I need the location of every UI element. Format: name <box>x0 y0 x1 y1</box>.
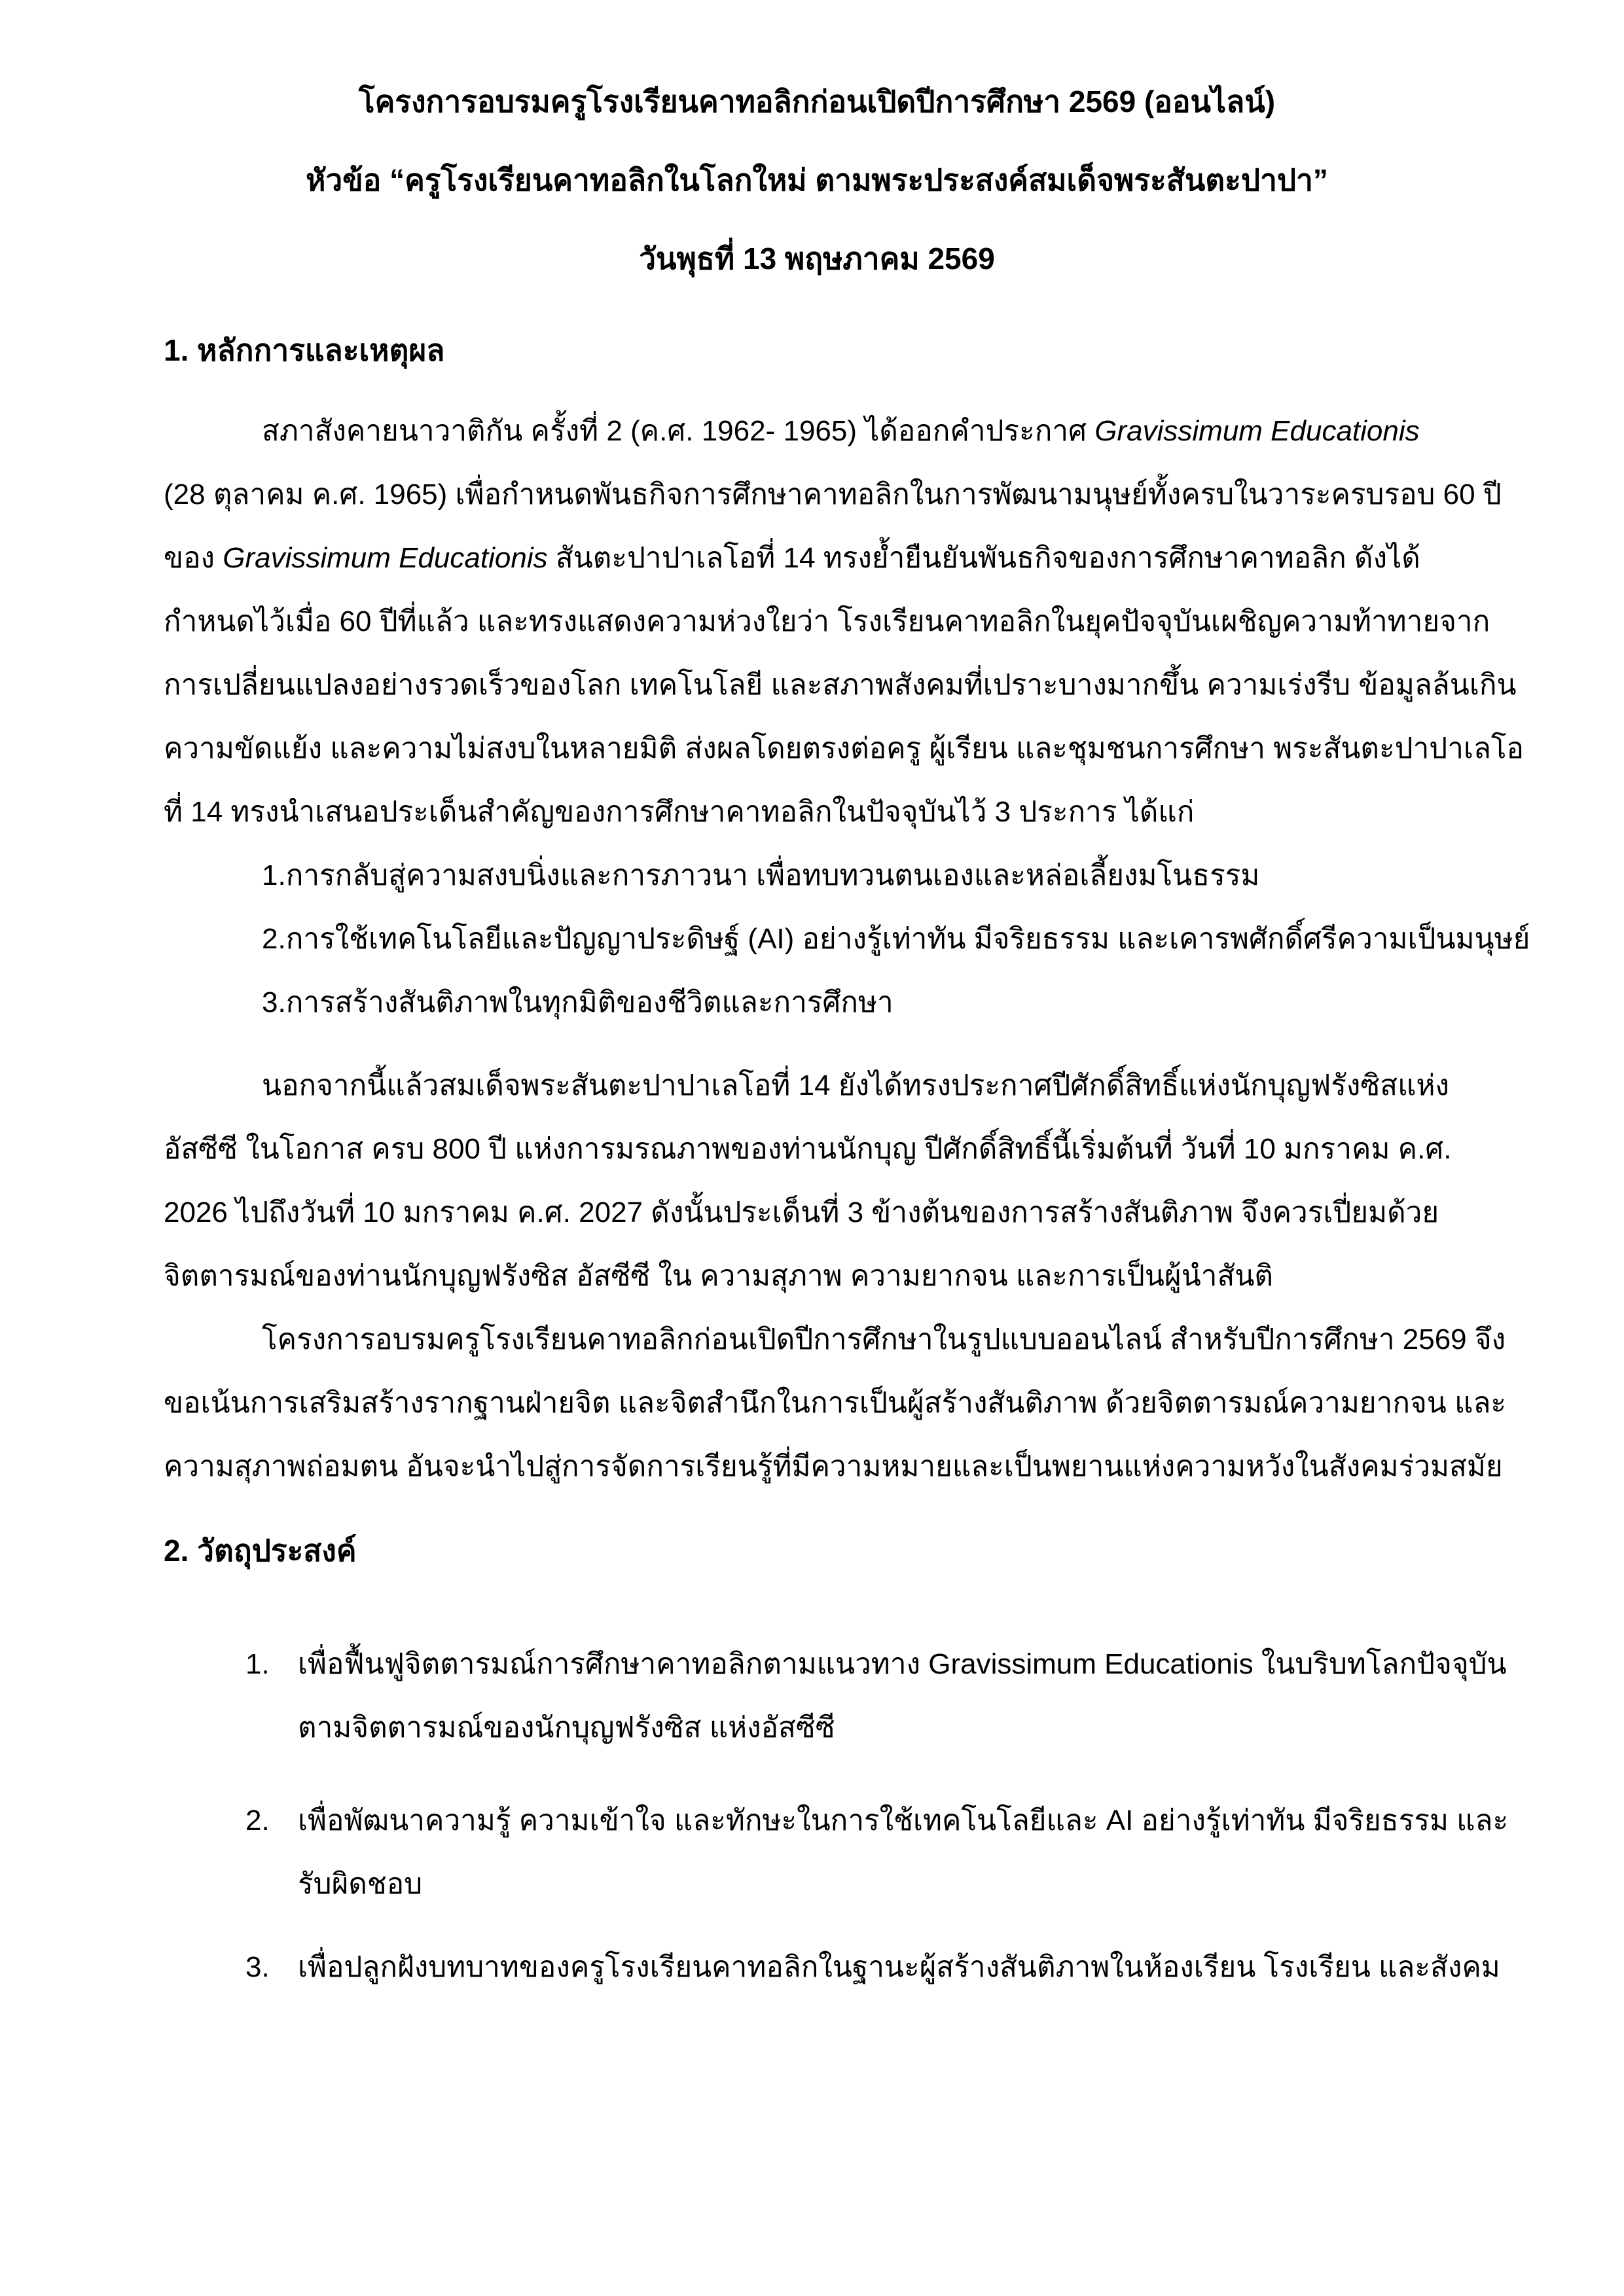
text-segment: ของ <box>164 542 223 574</box>
text-line: ตามจิตตารมณ์ของนักบุญฟรังซิส แห่งอัสซีซี <box>298 1712 835 1744</box>
latin-italic-text: Gravissimum Educationis <box>223 542 548 574</box>
document-title <box>164 62 1470 298</box>
text-line: เพื่อฟื้นฟูจิตตารมณ์การศึกษาคาทอลิกตามแนวทาง Gravissimum Educationis ในบริบทโลกปัจจุบัน <box>298 1648 1507 1680</box>
text-line <box>164 907 1530 971</box>
text-segment: สภาสังคายนาวาติกัน ครั้งที่ 2 (ค.ศ. 1962- 1965) ได้ออกคำประกาศ <box>262 415 1095 447</box>
paragraph <box>164 1308 1507 1498</box>
latin-italic-text: Gravissimum Educationis <box>1094 415 1420 447</box>
text-segment: ที่ 14 ทรงนำเสนอประเด็นสำคัญของการศึกษาคาทอลิกในปัจจุบันไว้ 3 ประการ ได้แก่ <box>164 796 1195 828</box>
paragraph <box>164 399 1530 1034</box>
text-segment: (28 ตุลาคม ค.ศ. 1965) เพื่อกำหนดพันธกิจการศึกษาคาทอลิกในการพัฒนามนุษย์ทั้งครบในวาระครบรอบ 60 ปี <box>164 478 1502 511</box>
text-line <box>164 1181 1470 1244</box>
text-line <box>164 653 1517 717</box>
text-line: เพื่อปลูกฝังบทบาทของครูโรงเรียนคาทอลิกในฐานะผู้สร้างสันติภาพในห้องเรียน โรงเรียน และสังคม <box>298 1951 1500 1983</box>
text-segment: ความสุภาพถ่อมตน อันจะนำไปสู่การจัดการเรียนรู้ที่มีความหมายและเป็นพยานแห่งความหวังในสังคมร่วมสมัย <box>164 1450 1503 1482</box>
text-line: รับผิดชอบ <box>298 1868 423 1900</box>
text-line <box>164 1435 1503 1498</box>
list-item-number: 3. <box>245 1951 270 1983</box>
text-line <box>164 526 1470 590</box>
list-item <box>164 1789 1509 1916</box>
list-item-number: 1. <box>245 1648 270 1680</box>
text-line <box>164 1054 1470 1117</box>
text-segment: 2026 ไปถึงวันที่ 10 มกราคม ค.ศ. 2027 ดังนั้นประเด็นที่ 3 ข้างต้นของการสร้างสันติภาพ จึงควรเปี่ยมด้วย <box>164 1196 1439 1229</box>
title-line-1: โครงการอบรมครูโรงเรียนคาทอลิกก่อนเปิดปีการศึกษา 2569 (ออนไลน์) <box>358 84 1276 118</box>
paragraph <box>164 1054 1470 1308</box>
text-segment: จิตตารมณ์ของท่านนักบุญฟรังซิส อัสซีซี ใน ความสุภาพ ความยากจน และการเป็นผู้นำสันติ <box>164 1260 1274 1292</box>
text-line: เพื่อพัฒนาความรู้ ความเข้าใจ และทักษะในการใช้เทคโนโลยีและ AI อย่างรู้เท่าทัน มีจริยธรรม และ <box>298 1804 1509 1837</box>
text-line <box>164 1244 1470 1308</box>
title-line-2: หัวข้อ “ครูโรงเรียนคาทอลิกในโลกใหม่ ตามพระประสงค์สมเด็จพระสันตะปาปา” <box>306 163 1328 197</box>
text-segment: 3.การสร้างสันติภาพในทุกมิติของชีวิตและการศึกษา <box>262 986 893 1018</box>
text-segment: ขอเน้นการเสริมสร้างรากฐานฝ่ายจิต และจิตสำนึกในการเป็นผู้สร้างสันติภาพ ด้วยจิตตารมณ์ความยากจน และ <box>164 1387 1507 1419</box>
list-item-text <box>298 1789 1508 1916</box>
text-segment: 2.การใช้เทคโนโลยีและปัญญาประดิษฐ์ (AI) อย่างรู้เท่าทัน มีจริยธรรม และเคารพศักดิ์ศรีความเป็นมนุษย์ <box>262 923 1530 955</box>
text-line <box>164 399 1470 463</box>
text-segment: กำหนดไว้เมื่อ 60 ปีที่แล้ว และทรงแสดงความห่วงใยว่า โรงเรียนคาทอลิกในยุคปัจจุบันเผชิญความท้าทายจาก <box>164 605 1490 637</box>
text-segment: 1.การกลับสู่ความสงบนิ่งและการภาวนา เพื่อทบทวนตนเองและหล่อเลี้ยงมโนธรรม <box>262 859 1260 891</box>
section-2-heading: 2. วัตถุประสงค์ <box>164 1534 357 1568</box>
text-line <box>164 844 1470 907</box>
text-line <box>164 463 1502 526</box>
objectives-list <box>164 1632 1509 1999</box>
list-item-text <box>298 1632 1507 1759</box>
text-segment: สันตะปาปาเลโอที่ 14 ทรงย้ำยืนยันพันธกิจของการศึกษาคาทอลิก ดังได้ <box>547 542 1420 574</box>
text-segment: นอกจากนี้แล้วสมเด็จพระสันตะปาปาเลโอที่ 14 ยังได้ทรงประกาศปีศักดิ์สิทธิ์แห่งนักบุญฟรังซิสแห่ง <box>262 1069 1449 1102</box>
text-segment: อัสซีซี ในโอกาส ครบ 800 ปี แห่งการมรณภาพของท่านนักบุญ ปีศักดิ์สิทธิ์นี้เริ่มต้นที่ วันที่ 10 มกราคม ค.ศ. <box>164 1133 1452 1165</box>
text-segment: ความขัดแย้ง และความไม่สงบในหลายมิติ ส่งผลโดยตรงต่อครู ผู้เรียน และชุมชนการศึกษา พระสันตะปาปาเลโอ <box>164 732 1524 764</box>
title-line-3: วันพุธที่ 13 พฤษภาคม 2569 <box>639 242 995 276</box>
section-1-heading: 1. หลักการและเหตุผล <box>164 333 445 367</box>
text-line <box>164 1308 1506 1371</box>
text-segment: โครงการอบรมครูโรงเรียนคาทอลิกก่อนเปิดปีการศึกษาในรูปแบบออนไลน์ สำหรับปีการศึกษา 2569 จึง <box>262 1323 1506 1355</box>
text-line <box>164 1371 1507 1435</box>
text-line <box>164 717 1524 780</box>
list-item <box>164 1632 1507 1759</box>
text-line <box>164 1117 1470 1181</box>
text-line <box>164 780 1470 844</box>
text-line <box>164 590 1490 653</box>
list-item-text <box>298 1935 1500 1999</box>
text-segment: การเปลี่ยนแปลงอย่างรวดเร็วของโลก เทคโนโลยี และสภาพสังคมที่เปราะบางมากขึ้น ความเร่งรีบ ข้อมูลล้นเกิน <box>164 669 1517 701</box>
section-1-body <box>164 399 1530 1498</box>
text-line <box>164 971 1470 1034</box>
list-item-number: 2. <box>245 1804 270 1837</box>
list-item <box>164 1935 1500 1999</box>
